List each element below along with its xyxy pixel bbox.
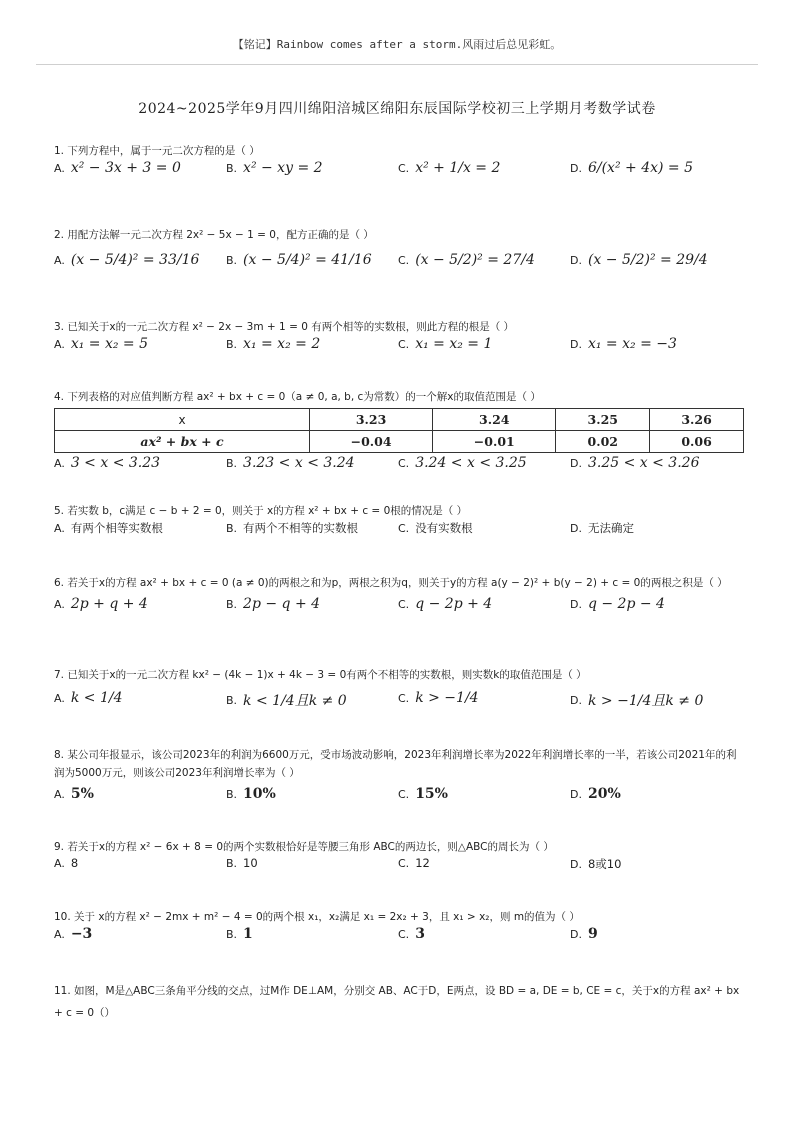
option-label: A. (54, 456, 65, 470)
option-value: 6/(x² + 4x) = 5 (587, 160, 693, 176)
option-value: 8 (70, 856, 79, 870)
option-c[interactable] (398, 160, 500, 176)
option-value: 15% (415, 786, 448, 802)
option-value: 无法确定 (587, 521, 634, 535)
option-label: C. (398, 253, 410, 267)
page-title: 2024~2025学年9月四川绵阳涪城区绵阳东辰国际学校初三上学期月考数学试卷 (138, 101, 656, 117)
question-stem: 4. 下列表格的对应值判断方程 ax² + bx + c = 0（a ≠ 0, a, b, c为常数）的一个解x的取值范围是（ ） (54, 391, 541, 403)
option-label: C. (398, 691, 410, 705)
option-b[interactable] (226, 926, 253, 942)
question-stem: 9. 若关于x的方程 x² − 6x + 8 = 0的两个实数根恰好是等腰三角形 ABC的两边长，则△ABC的周长为（ ） (54, 841, 554, 853)
header-divider (36, 64, 758, 65)
option-value: 2p + q + 4 (70, 596, 148, 612)
option-label: D. (570, 927, 582, 941)
option-value: (x − 5/4)² = 33/16 (70, 252, 200, 268)
option-label: D. (570, 521, 582, 535)
option-value: x₁ = x₂ = 1 (415, 336, 493, 352)
option-label: B. (226, 693, 238, 707)
question-stem: 6. 若关于x的方程 ax² + bx + c = 0 (a ≠ 0)的两根之和为p，两根之积为q，则关于y的方程 a(y − 2)² + b(y − 2) + c = 0的两根之积是（ ） (54, 577, 728, 589)
option-b[interactable] (226, 455, 355, 471)
option-value: 8或10 (587, 857, 622, 871)
question-1 (54, 142, 744, 182)
option-value: x₁ = x₂ = 5 (70, 336, 149, 352)
option-d[interactable] (570, 596, 665, 612)
option-label: C. (398, 787, 410, 801)
option-value: 3 (415, 926, 425, 942)
options-row (54, 520, 744, 542)
option-b[interactable] (226, 690, 347, 710)
question-stem: 7. 已知关于x的一元二次方程 kx² − (4k − 1)x + 4k − 3 = 0有两个不相等的实数根，则实数k的取值范围是（ ） (54, 669, 587, 681)
table-row (55, 409, 744, 431)
table-cell: −0.01 (433, 431, 556, 453)
option-value: x² − xy = 2 (243, 160, 323, 176)
option-b[interactable] (226, 520, 358, 536)
option-label: A. (54, 521, 65, 535)
option-value: 12 (415, 856, 430, 870)
option-value: 没有实数根 (415, 521, 473, 535)
options-row (54, 926, 744, 948)
option-a[interactable] (54, 596, 148, 612)
option-label: B. (226, 856, 238, 870)
option-value: 2p − q + 4 (243, 596, 321, 612)
option-label: A. (54, 337, 65, 351)
option-value: x₁ = x₂ = 2 (243, 336, 321, 352)
option-label: A. (54, 856, 65, 870)
option-label: C. (398, 521, 410, 535)
option-value: 有两个相等实数根 (70, 521, 163, 535)
option-label: B. (226, 456, 238, 470)
option-a[interactable] (54, 690, 122, 706)
option-c[interactable] (398, 596, 492, 612)
option-label: B. (226, 337, 238, 351)
question-stem: 3. 已知关于x的一元二次方程 x² − 2x − 3m + 1 = 0 有两个相等的实数根，则此方程的根是（ ） (54, 321, 515, 333)
options-row (54, 160, 744, 182)
option-label: C. (398, 927, 410, 941)
option-label: B. (226, 927, 238, 941)
option-d[interactable] (570, 520, 634, 536)
option-c[interactable] (398, 786, 448, 802)
question-4 (54, 388, 744, 477)
option-value: q − 2p − 4 (587, 596, 665, 612)
question-9 (54, 838, 744, 878)
option-c[interactable] (398, 690, 479, 706)
options-row (54, 786, 744, 808)
options-row (54, 455, 744, 477)
table-cell: 0.02 (556, 431, 650, 453)
option-label: D. (570, 161, 582, 175)
options-row (54, 596, 744, 618)
question-8 (54, 746, 744, 808)
option-c[interactable] (398, 252, 535, 268)
option-value: 3.23 < x < 3.24 (243, 455, 355, 471)
option-d[interactable] (570, 690, 703, 710)
question-11 (54, 980, 744, 1024)
table-header-cell: 3.23 (310, 409, 433, 431)
option-b[interactable] (226, 160, 323, 176)
question-3 (54, 318, 744, 358)
question-stem: 11. 如图，M是△ABC三条角平分线的交点，过M作 DE⊥AM，分别交 AB、AC于D，E两点，设 BD = a, DE = b, CE = c，关于x的方程 ax² + bx + c = 0（） (54, 985, 740, 1019)
option-label: B. (226, 787, 238, 801)
option-value: (x − 5/2)² = 27/4 (415, 252, 535, 268)
option-a[interactable] (54, 160, 181, 176)
question-10 (54, 908, 744, 948)
question-stem: 5. 若实数 b，c满足 c − b + 2 = 0，则关于 x的方程 x² + bx + c = 0根的情况是（ ） (54, 505, 468, 517)
option-value: k < 1/4且k ≠ 0 (243, 693, 347, 709)
option-label: A. (54, 597, 65, 611)
option-label: B. (226, 161, 238, 175)
option-label: D. (570, 456, 582, 470)
option-b[interactable] (226, 336, 320, 352)
options-row (54, 252, 744, 274)
option-label: D. (570, 597, 582, 611)
option-value: x₁ = x₂ = −3 (587, 336, 677, 352)
option-value: x² − 3x + 3 = 0 (70, 160, 181, 176)
option-d[interactable] (570, 336, 677, 352)
option-label: C. (398, 456, 410, 470)
option-a[interactable] (54, 926, 92, 942)
options-row (54, 690, 744, 712)
option-label: D. (570, 253, 582, 267)
table-header-cell: x (55, 409, 310, 431)
question-stem: 1. 下列方程中，属于一元二次方程的是（ ） (54, 145, 260, 157)
option-a[interactable] (54, 455, 160, 471)
table-header-cell: 3.24 (433, 409, 556, 431)
table-cell: −0.04 (310, 431, 433, 453)
option-b[interactable] (226, 856, 258, 870)
option-a[interactable] (54, 856, 78, 870)
option-label: C. (398, 856, 410, 870)
option-value: (x − 5/2)² = 29/4 (587, 252, 708, 268)
option-c[interactable] (398, 336, 492, 352)
option-c[interactable] (398, 856, 430, 870)
option-value: k > −1/4 (415, 690, 479, 706)
option-b[interactable] (226, 596, 320, 612)
option-c[interactable] (398, 520, 473, 536)
option-label: C. (398, 597, 410, 611)
question-7 (54, 666, 744, 712)
option-value: (x − 5/4)² = 41/16 (243, 252, 372, 268)
option-label: C. (398, 337, 410, 351)
option-label: B. (226, 597, 238, 611)
option-value: 3.24 < x < 3.25 (415, 455, 527, 471)
table-cell: 0.06 (650, 431, 744, 453)
option-c[interactable] (398, 926, 425, 942)
option-a[interactable] (54, 786, 94, 802)
option-d[interactable] (570, 926, 598, 942)
options-row (54, 336, 744, 358)
question-2 (54, 226, 744, 274)
option-value: 5% (70, 786, 94, 802)
option-b[interactable] (226, 786, 276, 802)
option-a[interactable] (54, 252, 199, 268)
option-value: x² + 1/x = 2 (415, 160, 501, 176)
table-cell: ax² + bx + c (55, 431, 310, 453)
question-5 (54, 502, 744, 542)
option-b[interactable] (226, 252, 372, 268)
options-row (54, 856, 744, 878)
option-value: 1 (243, 926, 253, 942)
question-stem: 2. 用配方法解一元二次方程 2x² − 5x − 1 = 0，配方正确的是（ ） (54, 229, 374, 241)
question-stem: 10. 关于 x的方程 x² − 2mx + m² − 4 = 0的两个根 x₁，x₂满足 x₁ = 2x₂ + 3，且 x₁ > x₂，则 m的值为（ ） (54, 911, 580, 923)
option-c[interactable] (398, 455, 527, 471)
option-value: 3 < x < 3.23 (70, 455, 161, 471)
option-value: −3 (70, 926, 93, 942)
option-a[interactable] (54, 520, 163, 536)
option-value: 3.25 < x < 3.26 (587, 455, 700, 471)
option-value: k > −1/4且k ≠ 0 (587, 693, 704, 709)
option-label: A. (54, 691, 65, 705)
value-table (54, 408, 744, 453)
option-d[interactable] (570, 856, 621, 872)
option-label: A. (54, 787, 65, 801)
option-d[interactable] (570, 455, 699, 471)
option-label: D. (570, 693, 582, 707)
page-motto: 【铭记】Rainbow comes after a storm.风雨过后总见彩虹。 (232, 38, 562, 51)
option-a[interactable] (54, 336, 148, 352)
option-value: 9 (587, 926, 598, 942)
option-label: B. (226, 253, 238, 267)
question-stem: 8. 某公司年报显示，该公司2023年的利润为6600万元，受市场波动影响，2023年利润增长率为2022年利润增长率的一半，若该公司2021年的利润为5000万元，则该公司2023年利润增长率为（ ） (54, 749, 737, 779)
option-d[interactable] (570, 786, 621, 802)
option-label: C. (398, 161, 410, 175)
option-d[interactable] (570, 252, 708, 268)
option-label: A. (54, 161, 65, 175)
question-6 (54, 574, 744, 618)
option-label: D. (570, 857, 582, 871)
table-row (55, 431, 744, 453)
option-value: 10% (243, 786, 276, 802)
option-value: 20% (587, 786, 621, 802)
option-label: D. (570, 787, 582, 801)
option-label: A. (54, 927, 65, 941)
option-value: 10 (243, 856, 258, 870)
option-label: A. (54, 253, 65, 267)
table-header-cell: 3.26 (650, 409, 744, 431)
option-d[interactable] (570, 160, 693, 176)
option-value: 有两个不相等的实数根 (243, 521, 359, 535)
option-value: q − 2p + 4 (415, 596, 493, 612)
option-value: k < 1/4 (70, 690, 123, 706)
table-header-cell: 3.25 (556, 409, 650, 431)
option-label: B. (226, 521, 238, 535)
option-label: D. (570, 337, 582, 351)
